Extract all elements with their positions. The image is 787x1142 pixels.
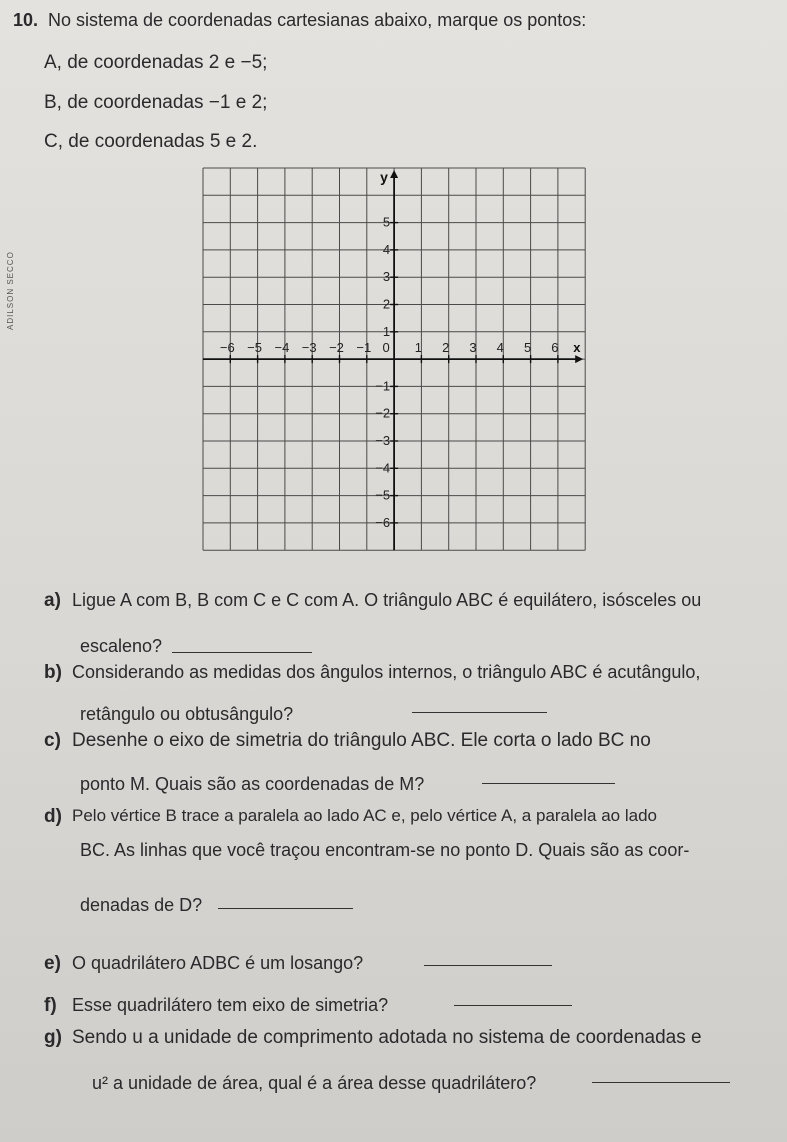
item-f-label: f) xyxy=(44,995,57,1016)
item-c-text-2: ponto M. Quais são as coordenadas de M? xyxy=(80,774,425,794)
y-tick-label: 4 xyxy=(382,241,391,257)
item-b-text-2: retângulo ou obtusângulo? xyxy=(80,704,294,724)
point-c-text: C, de coordenadas 5 e 2. xyxy=(44,131,258,152)
x-tick-label: 4 xyxy=(496,340,504,356)
item-b-text: Considerando as medidas dos ângulos internos, o triângulo ABC é acutângulo, xyxy=(72,662,701,682)
y-tick-label: −6 xyxy=(375,514,391,530)
answer-line-g[interactable] xyxy=(592,1082,730,1083)
y-axis-arrow xyxy=(390,170,398,178)
answer-line-a[interactable] xyxy=(172,652,312,653)
item-d-label: d) xyxy=(44,806,62,827)
y-tick-label: 5 xyxy=(382,214,391,230)
item-f-text: Esse quadrilátero tem eixo de simetria? xyxy=(72,995,389,1015)
y-axis-label: y xyxy=(380,169,388,185)
item-e-text: O quadrilátero ADBC é um losango? xyxy=(72,953,364,973)
point-b-text: B, de coordenadas −1 e 2; xyxy=(44,92,268,113)
x-tick-label: −1 xyxy=(356,340,372,356)
y-tick-label: 2 xyxy=(382,296,391,312)
answer-line-b[interactable] xyxy=(412,712,547,713)
x-axis-arrow xyxy=(575,355,583,363)
y-tick-label: −4 xyxy=(375,460,391,476)
x-tick-label: −2 xyxy=(329,340,344,356)
answer-line-c[interactable] xyxy=(482,783,615,784)
answer-line-f[interactable] xyxy=(454,1005,572,1006)
y-tick-label: 3 xyxy=(382,269,391,285)
item-g-label: g) xyxy=(44,1027,62,1048)
x-tick-label: −5 xyxy=(247,340,263,356)
y-tick-label: −5 xyxy=(375,487,391,503)
item-e-label: e) xyxy=(44,953,61,974)
item-b-label: b) xyxy=(44,662,62,683)
point-a-text: A, de coordenadas 2 e −5; xyxy=(44,52,268,73)
x-tick-label: 6 xyxy=(551,340,559,356)
item-d-text: Pelo vértice B trace a paralela ao lado AC e, pelo vértice A, a paralela ao lado xyxy=(72,806,657,825)
x-tick-label: 1 xyxy=(414,340,423,356)
y-tick-label: −2 xyxy=(375,405,391,421)
item-a-label: a) xyxy=(44,590,61,611)
x-tick-label: −6 xyxy=(219,340,235,356)
x-tick-label: 2 xyxy=(442,340,450,356)
item-d-text-3: denadas de D? xyxy=(80,895,203,915)
item-c-text: Desenhe o eixo de simetria do triângulo ABC. Ele corta o lado BC no xyxy=(72,730,651,751)
item-g-text-2: u² a unidade de área, qual é a área desse quadrilátero? xyxy=(92,1073,537,1093)
item-c-label: c) xyxy=(44,730,61,751)
x-tick-label: 5 xyxy=(523,340,532,356)
photo-credit: ADILSON SECCO xyxy=(6,251,15,330)
question-statement: No sistema de coordenadas cartesianas abaixo, marque os pontos: xyxy=(48,10,587,30)
x-tick-label: 0 xyxy=(382,340,390,356)
x-axis-label: x xyxy=(573,340,581,356)
x-tick-label: −3 xyxy=(301,340,317,356)
item-d-text-2: BC. As linhas que você traçou encontram-se no ponto D. Quais são as coor- xyxy=(80,840,690,860)
item-a-text: Ligue A com B, B com C e C com A. O triângulo ABC é equilátero, isósceles ou xyxy=(72,590,702,610)
item-g-text: Sendo u a unidade de comprimento adotada no sistema de coordenadas e xyxy=(72,1027,702,1048)
y-tick-label: −3 xyxy=(375,433,391,448)
answer-line-e[interactable] xyxy=(424,965,552,966)
item-a-text-2: escaleno? xyxy=(80,636,163,656)
y-tick-label: 1 xyxy=(382,323,391,339)
x-tick-label: −4 xyxy=(274,340,290,356)
question-number: 10. xyxy=(13,10,39,30)
cartesian-grid[interactable] xyxy=(200,163,590,555)
y-tick-label: −1 xyxy=(375,378,391,394)
x-tick-label: 3 xyxy=(469,340,477,356)
answer-line-d[interactable] xyxy=(218,908,353,909)
